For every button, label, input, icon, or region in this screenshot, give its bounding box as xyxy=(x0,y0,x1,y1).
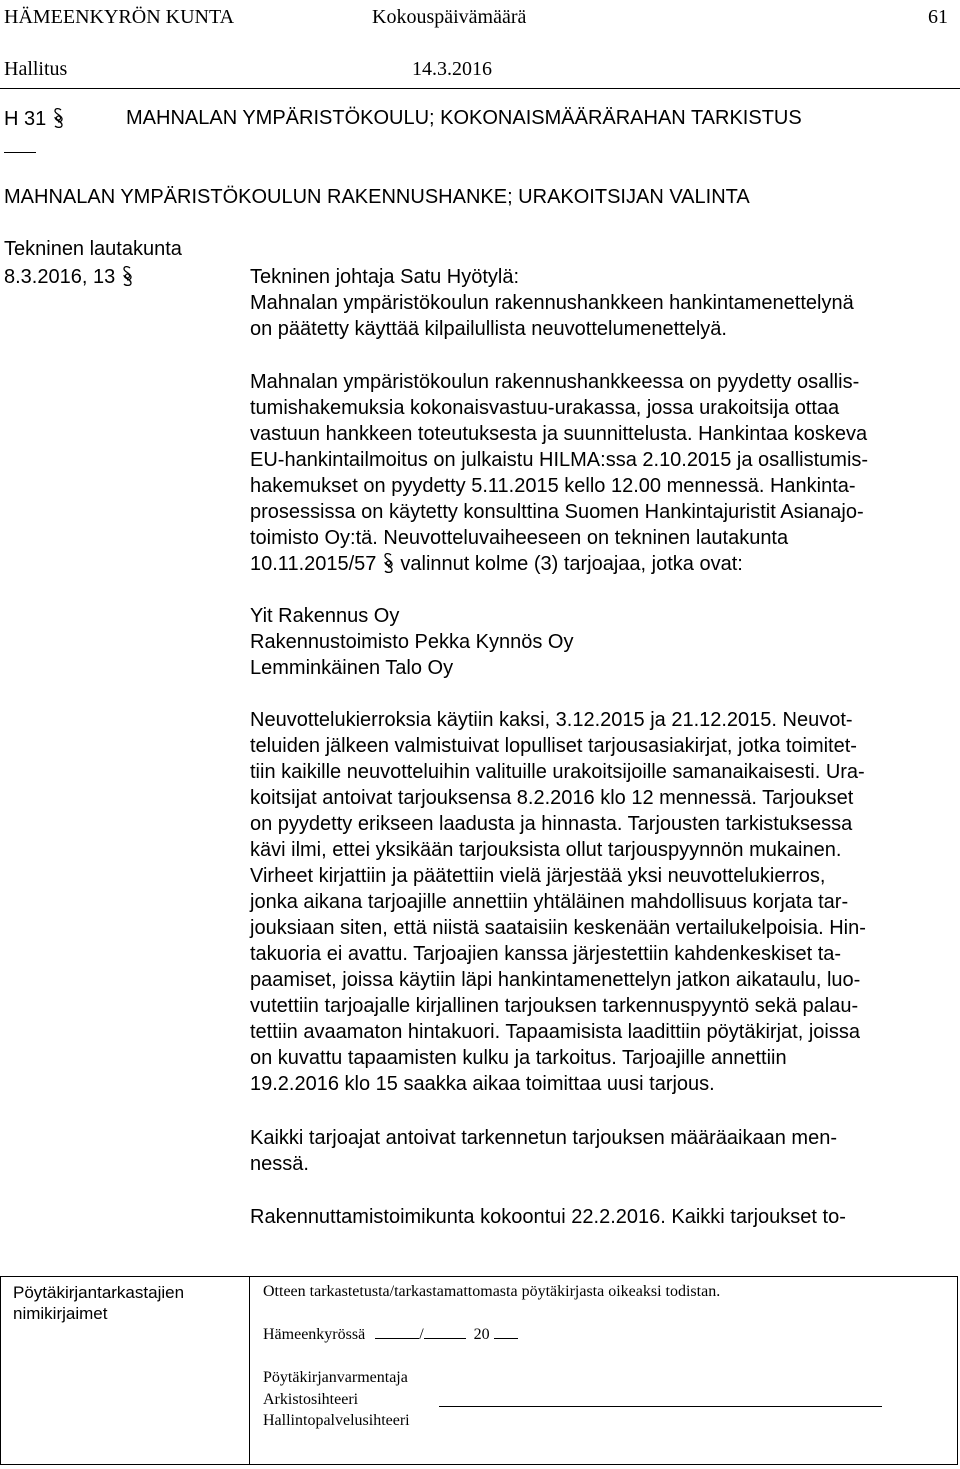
signer-role: Hallintopalvelusihteeri xyxy=(263,1412,410,1429)
paragraph-line: Virheet kirjattiin ja päätettiin vielä järjestää yksi neuvottelukierros, xyxy=(250,865,826,887)
section-sign-icon xyxy=(52,107,64,129)
paragraph-line: jonka aikana tarjoajille annettiin yhtäläinen mahdollisuus korjata tar- xyxy=(250,891,849,913)
signer-role: Pöytäkirjanvarmentaja xyxy=(263,1369,408,1386)
paragraph-line: EU-hankintailmoitus on julkaistu HILMA:ssa 2.10.2015 ja osallistumis- xyxy=(250,449,869,471)
paragraph-line: Kaikki tarjoajat antoivat tarkennetun tarjouksen määräaikaan men- xyxy=(250,1127,837,1149)
year-blank xyxy=(494,1324,518,1339)
intro-line: Mahnalan ympäristökoulun rakennushankkeen hankintamenettelynä xyxy=(250,292,854,314)
section-sign-icon xyxy=(121,265,133,287)
paragraph-line: prosessissa on käytetty konsulttina Suomen Hankintajuristit Asianajo- xyxy=(250,501,864,523)
signature-box-divider xyxy=(249,1277,250,1464)
committee-ref: 8.3.2016, 13 xyxy=(4,265,139,289)
paragraph-line: tiin kaikille neuvotteluihin valituille urakoitsijoille samanaikaisesti. Ura- xyxy=(250,761,865,783)
section-sign-icon xyxy=(382,552,394,574)
paragraph-line: teluiden jälkeen valmistuivat lopulliset tarjousasiakirjat, jotka toimitet- xyxy=(250,735,857,757)
section-subtitle: MAHNALAN YMPÄRISTÖKOULUN RAKENNUSHANKE; URAKOITSIJAN VALINTA xyxy=(4,186,750,208)
paragraph-line: 10.11.2015/57 valinnut kolme (3) tarjoajaa, jotka ovat: xyxy=(250,553,743,575)
paragraph-line: vutettiin tarjoajalle kirjallinen tarjouksen tarkennuspyyntö sekä palau- xyxy=(250,995,859,1017)
paragraph-line: toimisto Oy:tä. Neuvotteluvaiheeseen on tekninen lautakunta xyxy=(250,527,789,549)
paragraph-line: Neuvottelukierroksia käytiin kaksi, 3.12.2015 ja 21.12.2015. Neuvot- xyxy=(250,709,853,731)
signature-line xyxy=(439,1406,882,1407)
bidder-item: Rakennustoimisto Pekka Kynnös Oy xyxy=(250,631,574,653)
paragraph-line: Rakennuttamistoimikunta kokoontui 22.2.2016. Kaikki tarjoukset to- xyxy=(250,1206,846,1228)
initials-label: Pöytäkirjantarkastajien xyxy=(13,1283,185,1302)
month-blank xyxy=(424,1324,466,1339)
place-date-line: Hämeenkyrössä / 20 xyxy=(263,1324,518,1344)
section-title: MAHNALAN YMPÄRISTÖKOULU; KOKONAISMÄÄRÄRAHAN TARKISTUS xyxy=(126,107,802,129)
header-rule xyxy=(0,88,960,89)
paragraph-line: kävi ilmi, ettei yksikään tarjouksista ollut tarjouspyynnön mukainen. xyxy=(250,839,842,861)
paragraph-line: jouksiaan siten, että niistä saataisiin keskenään vertailukelpoisia. Hin- xyxy=(250,917,866,939)
intro-line: on päätetty käyttää kilpailullista neuvottelumenettelyä. xyxy=(250,318,727,340)
section-underline xyxy=(4,152,36,153)
paragraph-line: takuoria ei avattu. Tarjoajien kanssa järjestettiin kahdenkeskiset ta- xyxy=(250,943,842,965)
intro-line: Tekninen johtaja Satu Hyötylä: xyxy=(250,266,520,288)
paragraph-line: on pyydetty erikseen laadusta ja hinnasta. Tarjousten tarkistuksessa xyxy=(250,813,853,835)
paragraph-line: koitsijat antoivat tarjouksensa 8.2.2016 klo 12 mennessä. Tarjoukset xyxy=(250,787,854,809)
paragraph-line: vastuun hankkeen toteutuksesta ja suunnittelusta. Hankintaa koskeva xyxy=(250,423,868,445)
date-label: Kokouspäivämäärä xyxy=(372,6,527,28)
paragraph-line: nessä. xyxy=(250,1153,309,1175)
bidder-item: Yit Rakennus Oy xyxy=(250,605,400,627)
paragraph-line: tettiin avaamaton hintakuori. Tapaamisista laadittiin pöytäkirjat, joissa xyxy=(250,1021,860,1043)
paragraph-line: hakemukset on pyydetty 5.11.2015 kello 12.00 mennessä. Hankinta- xyxy=(250,475,856,497)
paragraph-line: Mahnalan ympäristökoulun rakennushankkeessa on pyydetty osallis- xyxy=(250,371,860,393)
meeting-date: 14.3.2016 xyxy=(412,58,492,80)
page-number: 61 xyxy=(928,6,948,28)
committee-name: Tekninen lautakunta xyxy=(4,238,182,260)
day-blank xyxy=(375,1324,419,1339)
municipality-name: HÄMEENKYRÖN KUNTA xyxy=(4,6,235,28)
section-number: H 31 xyxy=(4,107,70,131)
initials-label: nimikirjaimet xyxy=(13,1304,108,1323)
paragraph-line: tumishakemuksia kokonaisvastuu-urakassa, jossa urakoitsija ottaa xyxy=(250,397,840,419)
bidder-item: Lemminkäinen Talo Oy xyxy=(250,657,454,679)
meeting-body: Hallitus xyxy=(4,58,68,80)
signature-box xyxy=(0,1276,958,1465)
signer-role: Arkistosihteeri xyxy=(263,1391,359,1408)
paragraph-line: on kuvattu tapaamisten kulku ja tarkoitus. Tarjoajille annettiin xyxy=(250,1047,787,1069)
paragraph-line: 19.2.2016 klo 15 saakka aikaa toimittaa uusi tarjous. xyxy=(250,1073,715,1095)
certification-text: Otteen tarkastetusta/tarkastamattomasta pöytäkirjasta oikeaksi todistan. xyxy=(263,1283,721,1300)
paragraph-line: paamiset, joissa käytiin läpi hankintamenettelyn jatkon aikataulu, luo- xyxy=(250,969,861,991)
